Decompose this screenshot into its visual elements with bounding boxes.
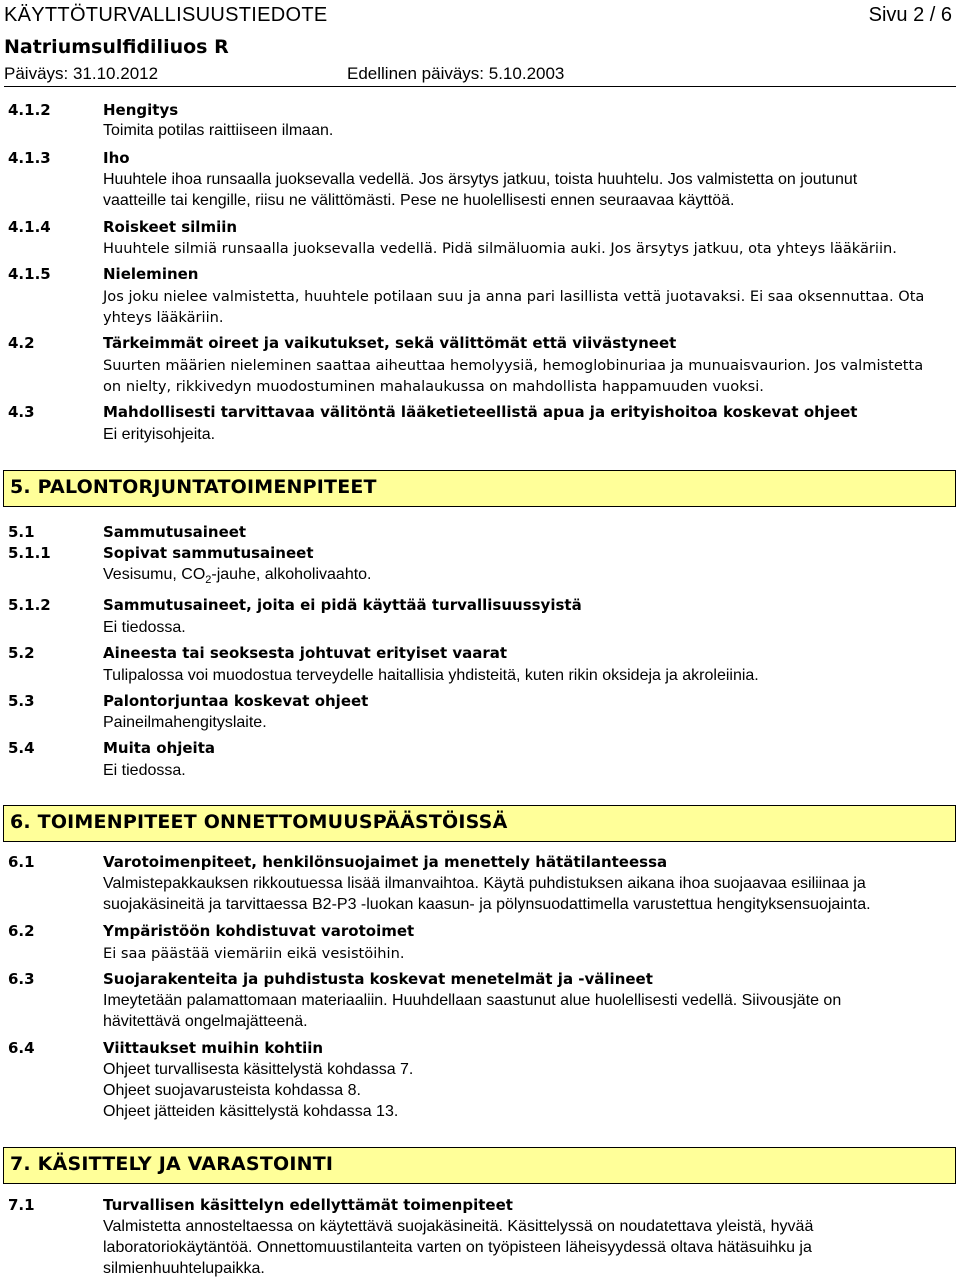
- revision-date: Päiväys: 31.10.2012: [4, 64, 159, 83]
- section-number: 5.3: [8, 692, 35, 710]
- section-text: Valmistepakkauksen rikkoutuessa lisää ilmanvaihtoa. Käytä puhdistuksen aikana ihoa suojaavaa esiliinaa ja: [103, 875, 866, 892]
- section-text: Paineilmahengityslaite.: [103, 714, 267, 731]
- section-text: Toimita potilas raittiiseen ilmaan.: [103, 122, 334, 139]
- header-divider: [4, 86, 956, 87]
- section-text: on nielty, rikkivedyn muodostuminen mahalaukussa on mahdollista happamuuden vuoksi.: [103, 378, 764, 395]
- section-text: [103, 564, 955, 591]
- section-number: 4.1.3: [8, 149, 51, 167]
- section-heading: Hengitys: [103, 101, 179, 119]
- section-heading: Roiskeet silmiin: [103, 218, 238, 236]
- section-number: 6.4: [8, 1039, 35, 1057]
- previous-revision-date: Edellinen päiväys: 5.10.2003: [347, 64, 565, 83]
- section-6-banner: [3, 805, 956, 842]
- section-text: suojakäsineitä ja tarvittaessa B2-P3 -luokan kaasun- ja pölynsuodattimella varustettua hengityksensuojainta.: [103, 896, 871, 913]
- section-heading: Sammutusaineet: [103, 523, 247, 541]
- section-number: 6.1: [8, 853, 35, 871]
- section-heading: Suojarakenteita ja puhdistusta koskevat menetelmät ja -välineet: [103, 970, 653, 988]
- section-heading: Iho: [103, 149, 130, 167]
- section-number: 5.4: [8, 739, 35, 757]
- section-7-title: 7. KÄSITTELY JA VARASTOINTI: [10, 1153, 334, 1175]
- text-part: Vesisumu, CO: [103, 566, 206, 583]
- section-heading: Mahdollisesti tarvittavaa välitöntä lääketieteellistä apua ja erityishoitoa koskevat ohjeet: [103, 403, 858, 421]
- section-text: Ei tiedossa.: [103, 619, 186, 636]
- section-number: 4.1.4: [8, 218, 51, 236]
- section-heading: Sammutusaineet, joita ei pidä käyttää turvallisuussyistä: [103, 596, 582, 614]
- section-text: Ei erityisohjeita.: [103, 426, 216, 443]
- section-text: Imeytetään palamattomaan materiaaliin. Huuhdellaan saastunut alue huolellisesti vedellä. Siivousjäte on: [103, 992, 842, 1009]
- section-text: vaatteille tai kengille, riisu ne välittömästi. Pese ne huolellisesti ennen seuraavaa käyttöä.: [103, 192, 735, 209]
- section-number: 5.1.2: [8, 596, 51, 614]
- section-text: Suurten määrien nieleminen saattaa aiheuttaa hemolyysiä, hemoglobinuriaa ja munuaisvaurion. Jos valmistetta: [103, 357, 924, 374]
- section-number: 7.1: [8, 1196, 35, 1214]
- section-text: Ei saa päästää viemäriin eikä vesistöihin.: [103, 945, 405, 962]
- section-number: 5.1.1: [8, 544, 51, 562]
- section-6-title: 6. TOIMENPITEET ONNETTOMUUSPÄÄSTÖISSÄ: [10, 811, 508, 833]
- page-number: Sivu 2 / 6: [868, 4, 952, 26]
- section-text: silmienhuuhtelupaikka.: [103, 1260, 265, 1277]
- section-number: 4.2: [8, 334, 35, 352]
- section-text: yhteys lääkäriin.: [103, 309, 224, 326]
- section-text: hävitettävä ongelmajätteenä.: [103, 1013, 308, 1030]
- section-text: Valmistetta annosteltaessa on käytettävä suojakäsineitä. Käsittelyssä on noudatettava yleistä, hyvää: [103, 1218, 814, 1235]
- document-title: KÄYTTÖTURVALLISUUSTIEDOTE: [4, 4, 328, 26]
- section-number: 5.1: [8, 523, 35, 541]
- section-text: Huuhtele ihoa runsaalla juoksevalla vedellä. Jos ärsytys jatkuu, toista huuhtelu. Jos valmistetta on joutunut: [103, 171, 858, 188]
- section-text: Ohjeet suojavarusteista kohdassa 8.: [103, 1082, 361, 1099]
- section-heading: Viittaukset muihin kohtiin: [103, 1039, 324, 1057]
- section-text: Ohjeet turvallisesta käsittelystä kohdassa 7.: [103, 1061, 414, 1078]
- section-heading: Ympäristöön kohdistuvat varotoimet: [103, 922, 415, 940]
- section-number: 4.1.2: [8, 101, 51, 119]
- section-5-title: 5. PALONTORJUNTATOIMENPITEET: [10, 476, 377, 498]
- section-text: Ei tiedossa.: [103, 762, 186, 779]
- section-heading: Aineesta tai seoksesta johtuvat erityiset vaarat: [103, 644, 508, 662]
- section-text: Huuhtele silmiä runsaalla juoksevalla vedellä. Pidä silmäluomia auki. Jos ärsytys jatkuu, ota yhteys lääkäriin.: [103, 240, 897, 257]
- section-number: 6.2: [8, 922, 35, 940]
- section-text: laboratoriokäytäntöä. Onnettomuustilanteita varten on työpisteen läheisyydessä oltava hätäsuihku ja: [103, 1239, 812, 1256]
- section-heading: Tärkeimmät oireet ja vaikutukset, sekä välittömät että viivästyneet: [103, 334, 677, 352]
- section-number: 4.1.5: [8, 265, 51, 283]
- section-heading: Sopivat sammutusaineet: [103, 544, 314, 562]
- section-7-banner: [3, 1147, 956, 1184]
- section-heading: Varotoimenpiteet, henkilönsuojaimet ja menettely hätätilanteessa: [103, 853, 668, 871]
- section-5-banner: [3, 470, 956, 507]
- section-number: 4.3: [8, 403, 35, 421]
- section-text: Jos joku nielee valmistetta, huuhtele potilaan suu ja anna pari lasillista vettä juotavaksi. Ei saa oksennuttaa. Ota: [103, 288, 925, 305]
- section-heading: Palontorjuntaa koskevat ohjeet: [103, 692, 369, 710]
- section-number: 5.2: [8, 644, 35, 662]
- section-heading: Turvallisen käsittelyn edellyttämät toimenpiteet: [103, 1196, 513, 1214]
- subscript: 2: [205, 574, 212, 586]
- product-name: Natriumsulfidiliuos R: [4, 36, 229, 58]
- section-text: Ohjeet jätteiden käsittelystä kohdassa 13.: [103, 1103, 399, 1120]
- section-heading: Nieleminen: [103, 265, 199, 283]
- section-number: 6.3: [8, 970, 35, 988]
- section-text: Tulipalossa voi muodostua terveydelle haitallisia yhdisteitä, kuten rikin oksideja ja akroleiinia.: [103, 667, 759, 684]
- page-header: [4, 2, 956, 88]
- section-heading: Muita ohjeita: [103, 739, 215, 757]
- text-part: -jauhe, alkoholivaahto.: [211, 566, 372, 583]
